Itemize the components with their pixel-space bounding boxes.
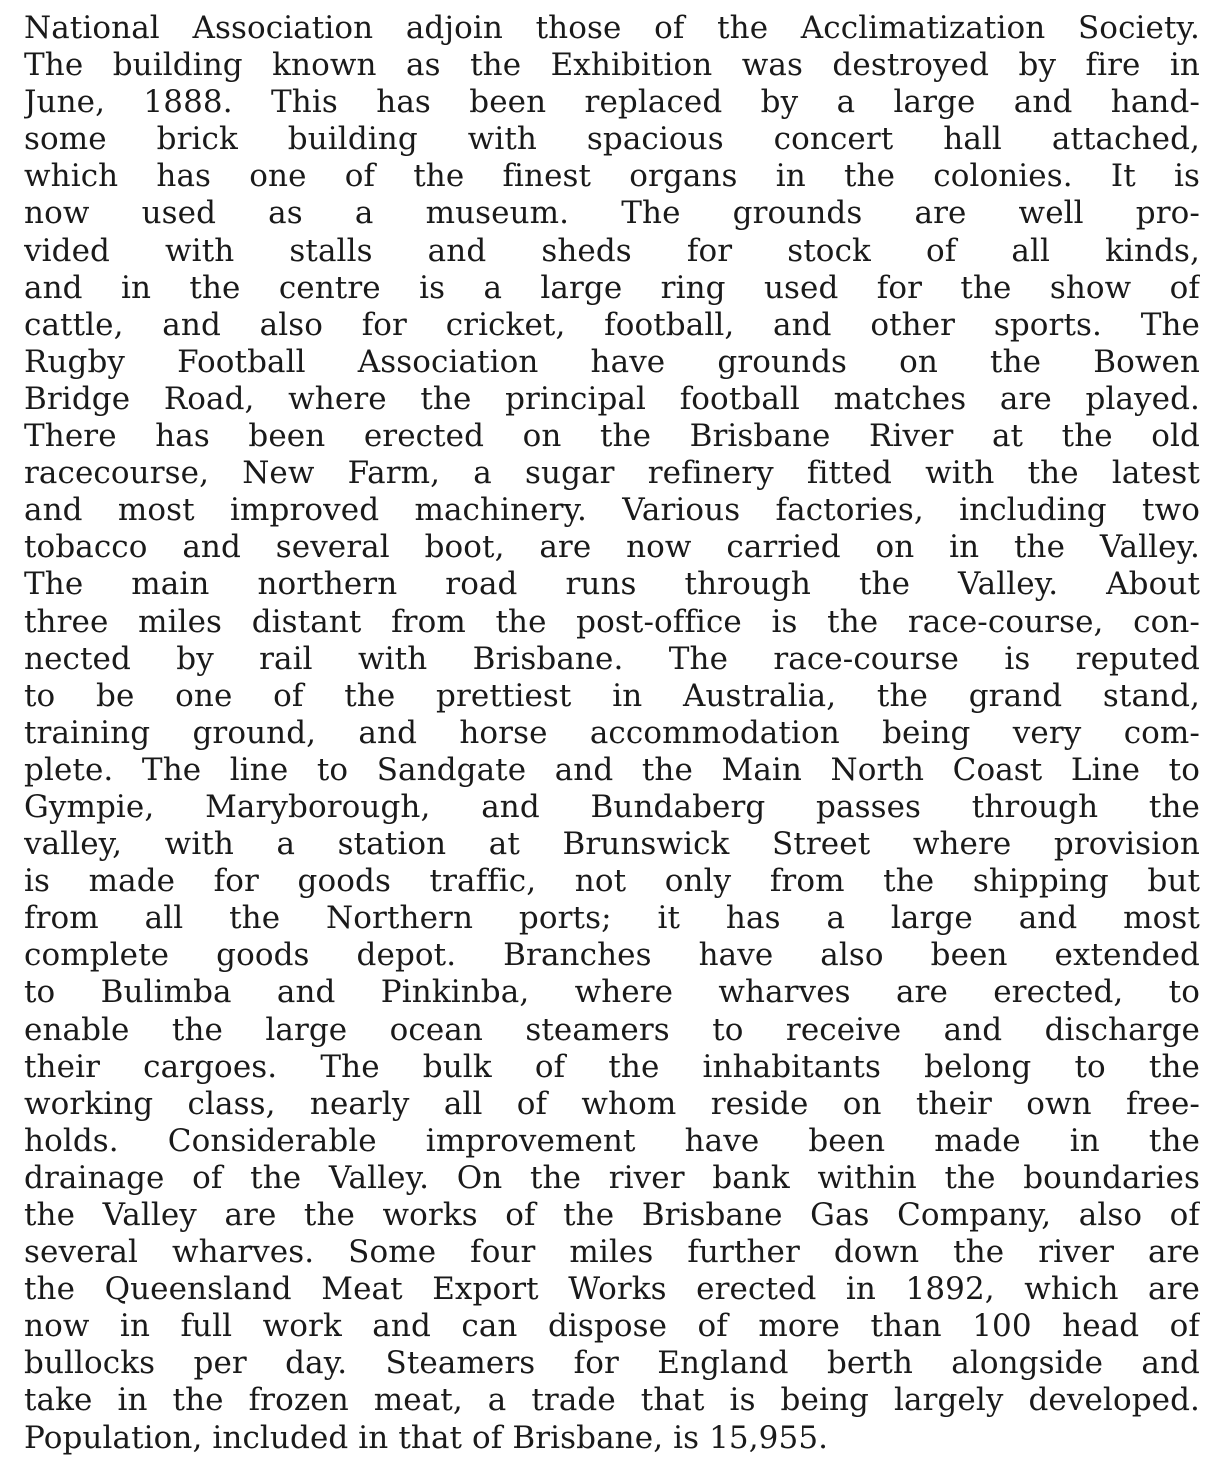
text-line-23: valley, with a station at Brunswick Street where provision [24,826,1200,863]
text-line-13: racecourse, New Farm, a sugar refinery fitted with the latest [24,455,1200,492]
text-line-33: the Valley are the works of the Brisbane Gas Company, also of [24,1197,1200,1233]
text-line-8: and in the centre is a large ring used for the show of [24,269,1200,306]
text-line-18: nected by rail with Brisbane. The race-course is reputed [24,640,1200,677]
text-line-17: three miles distant from the post-office is the race-course, con- [24,603,1200,640]
text-line-20: training ground, and horse accommodation being very com- [24,714,1200,751]
text-line-32: drainage of the Valley. On the river bank within the boundaries [24,1159,1200,1196]
text-line-25: from all the Northern ports; it has a large and most [24,900,1200,937]
text-line-28: enable the large ocean steamers to receive and discharge [24,1011,1200,1048]
text-line-24: is made for goods traffic, not only from the shipping but [24,863,1200,900]
text-line-36: now in full work and can dispose of more than 100 head of [24,1308,1200,1345]
text-line-26: complete goods depot. Branches have also been extended [24,937,1200,974]
text-line-29: their cargoes. The bulk of the inhabitants belong to the [24,1048,1200,1085]
text-line-21: plete. The line to Sandgate and the Main North Coast Line to [24,751,1200,788]
text-line-19: to be one of the prettiest in Australia, the grand stand, [24,677,1200,714]
text-line-31: holds. Considerable improvement have been made in the [24,1122,1200,1159]
text-line-27: to Bulimba and Pinkinba, where wharves are erected, to [24,974,1200,1011]
text-line-12: There has been erected on the Brisbane River at the old [24,418,1200,455]
text-line-3: June, 1888. This has been replaced by a large and hand- [24,84,1200,121]
text-line-6: now used as a museum. The grounds are well pro- [24,195,1200,232]
text-line-34: several wharves. Some four miles further down the river are [24,1234,1200,1271]
text-line-5: which has one of the finest organs in the colonies. It is [24,158,1200,195]
text-line-22: Gympie, Maryborough, and Bundaberg passes through the [24,788,1200,825]
text-line-9: cattle, and also for cricket, football, and other sports. The [24,306,1200,343]
text-line-7: vided with stalls and sheds for stock of all kinds, [24,232,1200,269]
text-line-39: Population, included in that of Brisbane, is 15,955. [24,1419,829,1456]
text-line-11: Bridge Road, where the principal football matches are played. [24,380,1200,417]
text-line-4: some brick building with spacious concert hall attached, [24,121,1200,158]
text-line-38: take in the frozen meat, a trade that is being largely developed. [24,1382,1200,1419]
text-line-2: The building known as the Exhibition was destroyed by fire in [24,47,1200,84]
text-line-35: the Queensland Meat Export Works erected in 1892, which are [24,1271,1200,1308]
text-line-30: working class, nearly all of whom reside on their own free- [24,1085,1200,1122]
document-text-column [24,10,1200,1460]
text-line-16: The main northern road runs through the Valley. About [24,566,1200,603]
text-line-14: and most improved machinery. Various factories, including two [24,492,1200,529]
text-line-1: National Association adjoin those of the Acclimatization Society. [24,10,1200,46]
text-line-37: bullocks per day. Steamers for England berth alongside and [24,1345,1200,1382]
text-line-15: tobacco and several boot, are now carried on in the Valley. [24,529,1200,566]
text-line-10: Rugby Football Association have grounds on the Bowen [24,343,1200,380]
